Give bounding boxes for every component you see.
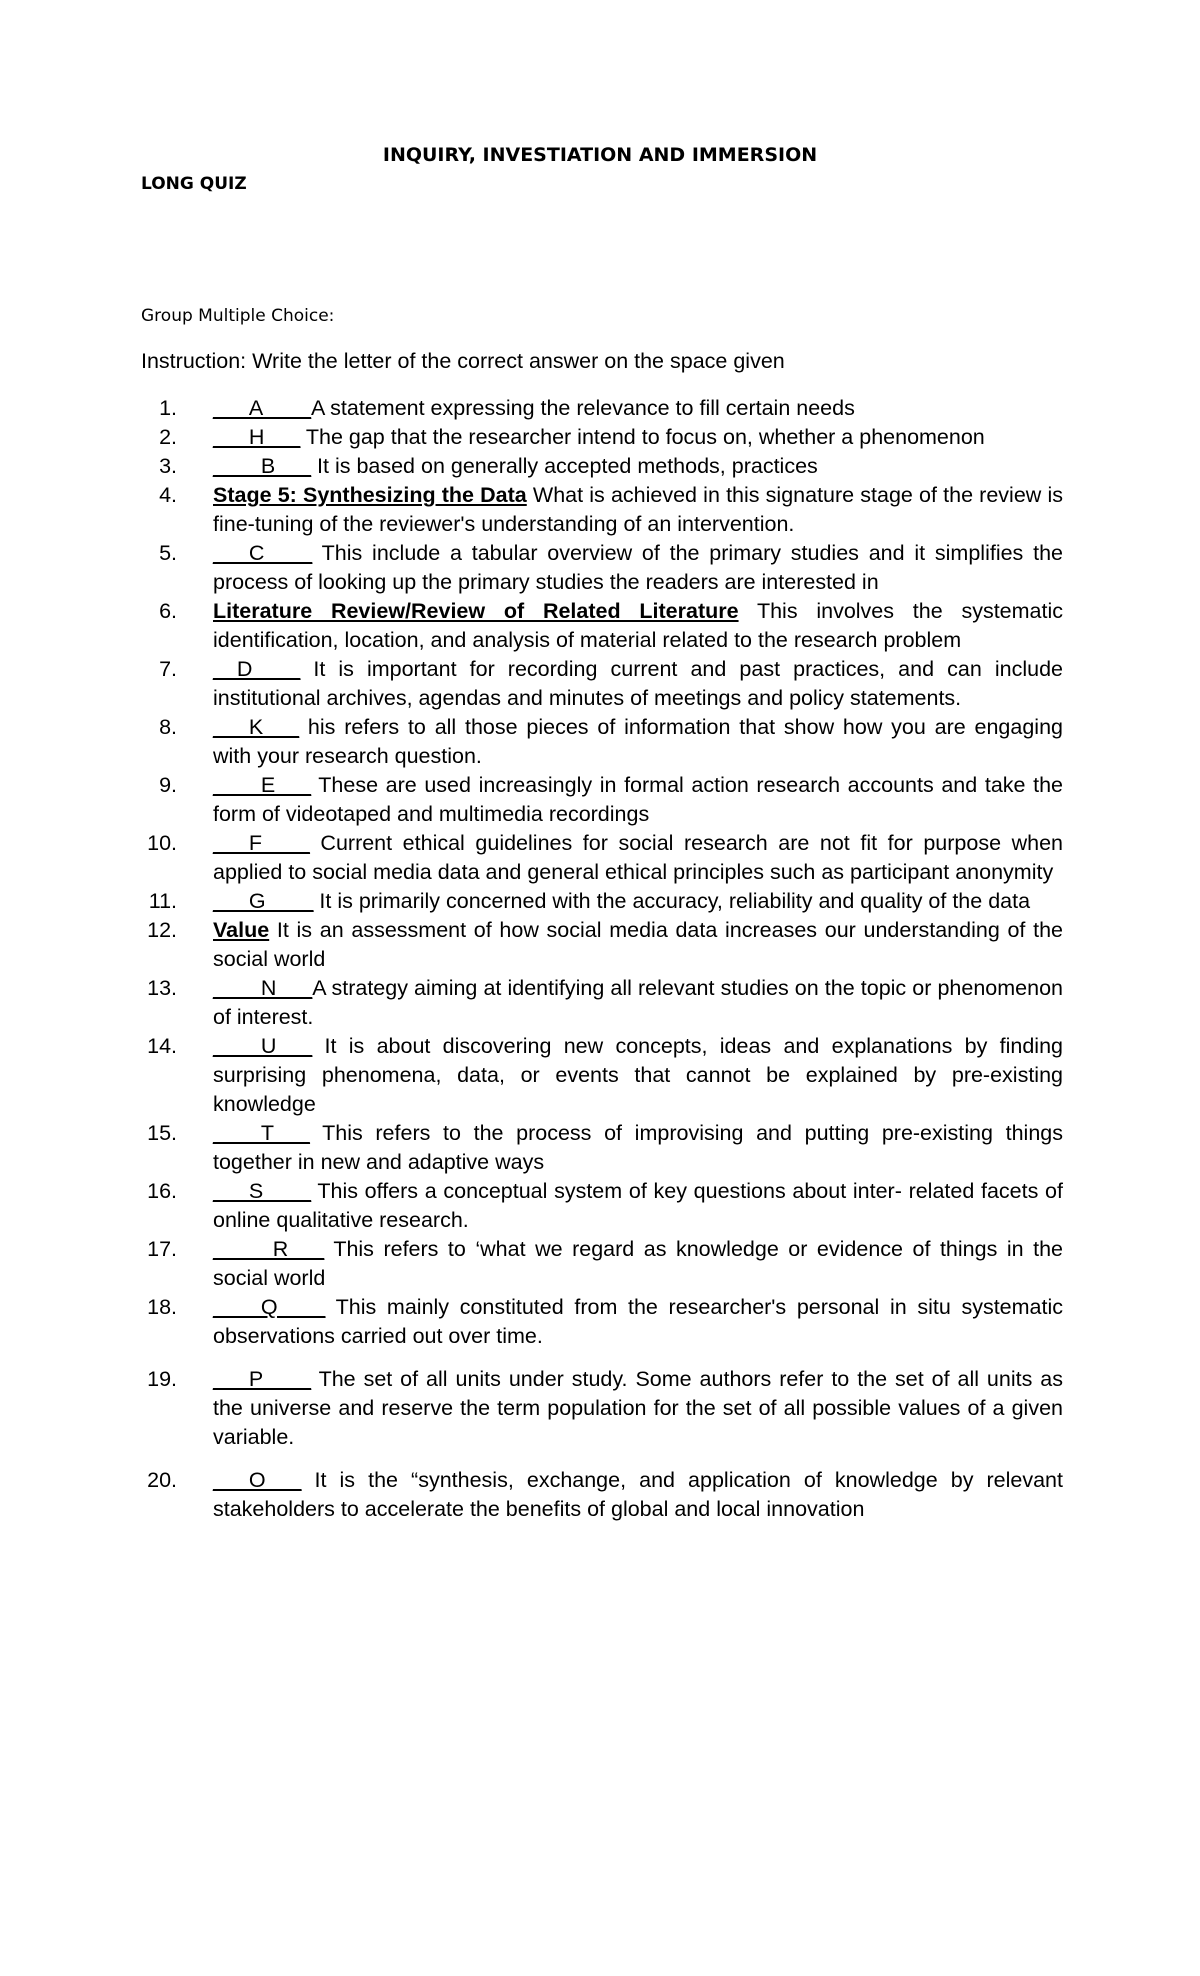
item-text: The set of all units under study. Some authors refer to the set of all units as the universe and reserve the term population for the set of all possible values of a given variable. bbox=[213, 1367, 1063, 1449]
list-item bbox=[141, 829, 1063, 887]
item-number: 15. bbox=[147, 1121, 177, 1145]
answer-blank: ___A____ bbox=[213, 396, 312, 420]
item-number: 9. bbox=[159, 773, 177, 797]
item-number: 12. bbox=[147, 918, 177, 942]
item-number: 11. bbox=[148, 889, 177, 913]
item-number: 10. bbox=[147, 831, 177, 855]
item-text: A strategy aiming at identifying all relevant studies on the topic or phenomenon of interest. bbox=[213, 976, 1063, 1029]
question-list bbox=[141, 394, 1063, 1524]
list-item bbox=[141, 887, 1063, 916]
item-text: What is achieved in this signature stage of the review is fine-tuning of the reviewer's understanding of an intervention. bbox=[213, 483, 1063, 536]
item-number: 17. bbox=[147, 1237, 177, 1261]
answer-blank: ___H___ bbox=[213, 425, 301, 449]
list-item bbox=[141, 481, 1063, 539]
list-item bbox=[141, 394, 1063, 423]
item-text: This mainly constituted from the researcher's personal in situ systematic observations carried out over time. bbox=[213, 1295, 1063, 1348]
item-number: 2. bbox=[159, 425, 177, 449]
list-item bbox=[141, 452, 1063, 481]
item-text: It is primarily concerned with the accuracy, reliability and quality of the data bbox=[313, 889, 1031, 913]
answer-blank: ____N___ bbox=[213, 976, 313, 1000]
item-number: 20. bbox=[147, 1468, 177, 1492]
item-number: 5. bbox=[159, 541, 177, 565]
list-item bbox=[141, 771, 1063, 829]
answer-blank: ___P____ bbox=[213, 1367, 312, 1391]
item-text: The gap that the researcher intend to focus on, whether a phenomenon bbox=[300, 425, 985, 449]
answer-blank: ___S____ bbox=[213, 1179, 312, 1203]
item-number: 13. bbox=[147, 976, 177, 1000]
section-label: Group Multiple Choice: bbox=[141, 306, 335, 326]
list-item bbox=[141, 1466, 1063, 1524]
item-text: his refers to all those pieces of information that show how you are engaging with your research question. bbox=[213, 715, 1063, 768]
list-item bbox=[141, 539, 1063, 597]
quiz-type-label: LONG QUIZ bbox=[141, 174, 247, 194]
list-item bbox=[141, 1293, 1063, 1351]
answer-blank: __D____ bbox=[213, 657, 301, 681]
list-item bbox=[141, 1032, 1063, 1119]
list-item bbox=[141, 423, 1063, 452]
answer-blank: ___F____ bbox=[213, 831, 310, 855]
item-number: 7. bbox=[159, 657, 177, 681]
item-text: This include a tabular overview of the primary studies and it simplifies the process of looking up the primary studies the readers are interested in bbox=[213, 541, 1063, 594]
answer-blank: ____U___ bbox=[213, 1034, 313, 1058]
list-item bbox=[141, 1365, 1063, 1452]
list-item bbox=[141, 597, 1063, 655]
instruction-text: Instruction: Write the letter of the correct answer on the space given bbox=[141, 349, 785, 373]
item-number: 14. bbox=[147, 1034, 177, 1058]
list-item bbox=[141, 655, 1063, 713]
item-text: It is important for recording current and past practices, and can include institutional archives, agendas and minutes of meetings and policy statements. bbox=[213, 657, 1063, 710]
item-number: 19. bbox=[147, 1367, 177, 1391]
item-number: 3. bbox=[159, 454, 177, 478]
item-text: These are used increasingly in formal action research accounts and take the form of videotaped and multimedia recordings bbox=[213, 773, 1063, 826]
item-number: 16. bbox=[147, 1179, 177, 1203]
item-text: This refers to the process of improvising and putting pre-existing things together in new and adaptive ways bbox=[213, 1121, 1063, 1174]
item-text: It is about discovering new concepts, ideas and explanations by finding surprising phenomena, data, or events that cannot be explained by pre-existing knowledge bbox=[213, 1034, 1063, 1116]
list-item bbox=[141, 713, 1063, 771]
answer-blank: ___G____ bbox=[213, 889, 314, 913]
answer-blank: _____R___ bbox=[213, 1237, 325, 1261]
item-text: A statement expressing the relevance to fill certain needs bbox=[311, 396, 855, 420]
answer-written: Literature Review/Review of Related Literature bbox=[213, 599, 739, 623]
list-item bbox=[141, 1235, 1063, 1293]
item-number: 4. bbox=[159, 483, 177, 507]
item-number: 8. bbox=[159, 715, 177, 739]
item-text: This offers a conceptual system of key questions about inter- related facets of online qualitative research. bbox=[213, 1179, 1063, 1232]
answer-blank: ___O___ bbox=[213, 1468, 302, 1492]
answer-blank: ____B___ bbox=[213, 454, 312, 478]
item-text: This involves the systematic identification, location, and analysis of material related to the research problem bbox=[213, 599, 1064, 652]
item-number: 1. bbox=[159, 396, 177, 420]
answer-blank: ___C____ bbox=[213, 541, 313, 565]
list-item bbox=[141, 1119, 1063, 1177]
item-text: This refers to ‘what we regard as knowledge or evidence of things in the social world bbox=[213, 1237, 1063, 1290]
item-text: It is the “synthesis, exchange, and application of knowledge by relevant stakeholders to accelerate the benefits of global and local innovation bbox=[213, 1468, 1063, 1521]
answer-blank: ____T___ bbox=[213, 1121, 310, 1145]
answer-blank: ____Q____ bbox=[213, 1295, 326, 1319]
item-text: It is based on generally accepted methods, practices bbox=[311, 454, 818, 478]
item-text: It is an assessment of how social media data increases our understanding of the social world bbox=[213, 918, 1063, 971]
answer-written: Value bbox=[213, 918, 270, 942]
item-text: Current ethical guidelines for social research are not fit for purpose when applied to social media data and general ethical principles such as participant anonymity bbox=[213, 831, 1063, 884]
item-number: 6. bbox=[159, 599, 177, 623]
answer-written: Stage 5: Synthesizing the Data bbox=[213, 483, 527, 507]
document-title: INQUIRY, INVESTIATION AND IMMERSION bbox=[382, 144, 818, 166]
answer-blank: ___K___ bbox=[213, 715, 300, 739]
list-item bbox=[141, 974, 1063, 1032]
item-number: 18. bbox=[147, 1295, 177, 1319]
list-item bbox=[141, 1177, 1063, 1235]
answer-blank: ____E___ bbox=[213, 773, 312, 797]
list-item bbox=[141, 916, 1063, 974]
